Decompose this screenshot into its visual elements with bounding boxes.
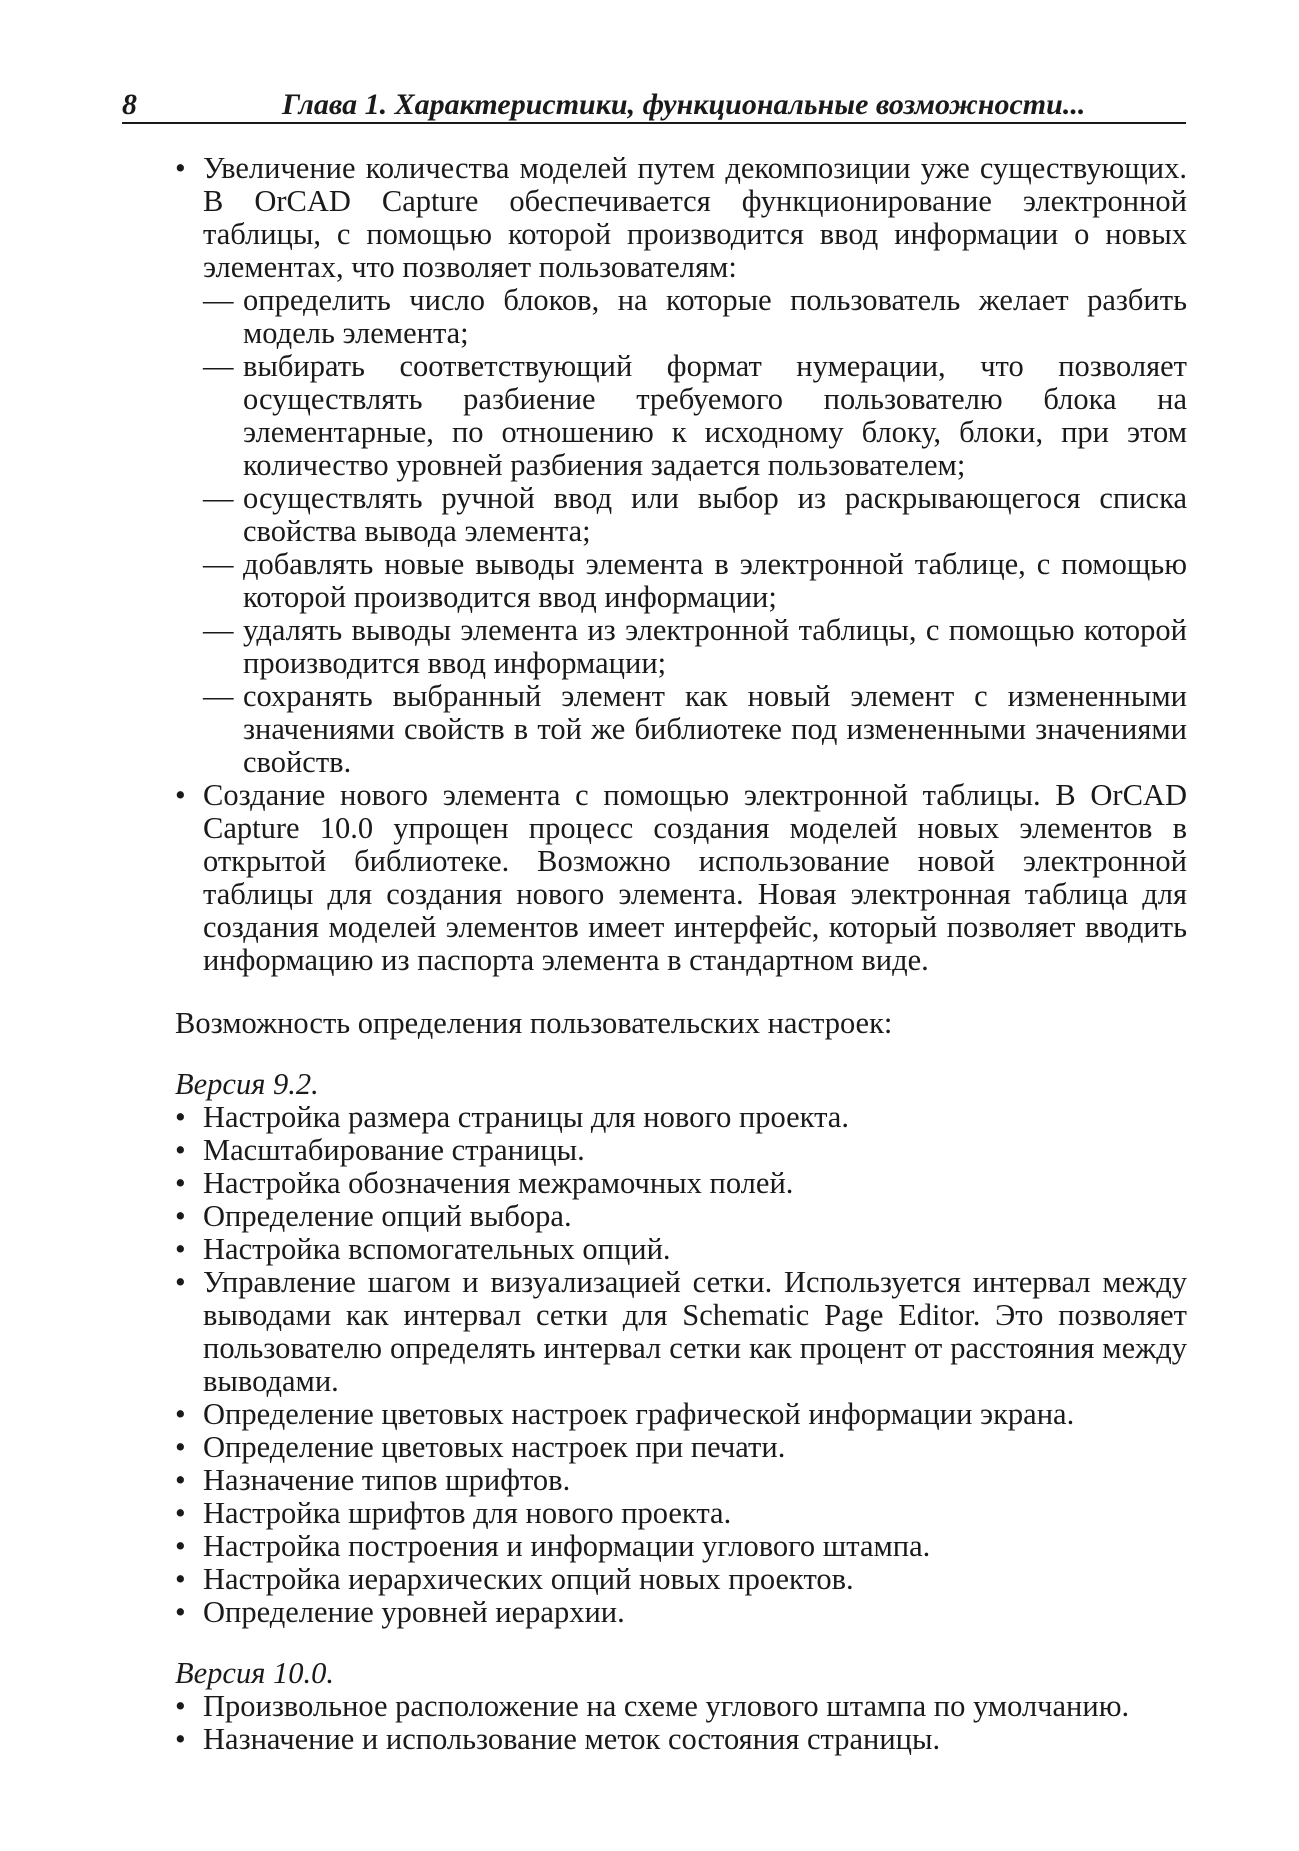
bullet-mark: •: [175, 1232, 186, 1266]
version-10-0-list: [175, 1690, 1187, 1756]
list-item: [175, 1398, 1187, 1431]
list-item: [175, 1497, 1187, 1530]
bullet-mark: •: [175, 1397, 186, 1431]
intro-paragraph: Возможность определения пользовательских настроек:: [175, 1006, 893, 1040]
list-item-text: Определение уровней иерархии.: [203, 1595, 625, 1629]
dash-text: добавлять новые выводы элемента в электронной таблице, с помощью которой производится ввод информации;: [243, 547, 1187, 614]
list-item-text: Определение опций выбора.: [203, 1199, 572, 1233]
list-item: [175, 1134, 1187, 1167]
list-item: [175, 1266, 1187, 1398]
version-label: Версия 10.0.: [175, 1656, 335, 1690]
list-item: [175, 1464, 1187, 1497]
bullet-mark: •: [175, 1265, 186, 1299]
dash-mark: —: [203, 547, 234, 581]
list-item: [175, 1101, 1187, 1134]
list-item-text: Настройка обозначения межрамочных полей.: [203, 1166, 794, 1200]
dash-text: определить число блоков, на которые пользователь желает разбить модель элемента;: [243, 283, 1187, 350]
page-body: [175, 152, 1187, 1756]
list-item-text: Настройка иерархических опций новых проектов.: [203, 1562, 854, 1596]
dash-list: [175, 284, 1187, 779]
bullet-mark: •: [175, 778, 186, 812]
list-item: [175, 1200, 1187, 1233]
bullet-mark: •: [175, 1496, 186, 1530]
list-item-text: Произвольное расположение на схеме углового штампа по умолчанию.: [203, 1689, 1130, 1723]
page-header: [122, 82, 1186, 124]
bullet-text: Создание нового элемента с помощью электронной таблицы. В OrCAD Capture 10.0 упрощен процесс создания моделей новых элементов в открытой библиотеке. Возможно использование новой электронной таблицы для создания нового элемента. Новая электронная таблица для создания моделей элементов имеет интерфейс, который позволяет вводить информацию из паспорта элемента в стандартном виде.: [203, 778, 1187, 977]
version-9-2-list: [175, 1101, 1187, 1629]
dash-mark: —: [203, 283, 234, 317]
list-item-text: Назначение и использование меток состояния страницы.: [203, 1722, 941, 1756]
bullet-mark: •: [175, 1430, 186, 1464]
list-item-text: Определение цветовых настроек при печати.: [203, 1430, 786, 1464]
list-item: [175, 1563, 1187, 1596]
bullet-mark: •: [175, 1100, 186, 1134]
list-item: [175, 1167, 1187, 1200]
list-item-text: Назначение типов шрифтов.: [203, 1463, 571, 1497]
bullet-item: [175, 152, 1187, 284]
dash-item: [175, 548, 1187, 614]
list-item-text: Настройка построения и информации углового штампа.: [203, 1529, 931, 1563]
dash-text: удалять выводы элемента из электронной таблицы, с помощью которой производится ввод информации;: [243, 613, 1187, 680]
bullet-mark: •: [175, 1722, 186, 1756]
bullet-text: Увеличение количества моделей путем декомпозиции уже существующих. В OrCAD Capture обеспечивается функционирование электронной таблицы, с помощью которой производится ввод информации о новых элементах, что позволяет пользователям:: [203, 151, 1187, 284]
list-item-text: Настройка размера страницы для нового проекта.: [203, 1100, 849, 1134]
dash-item: [175, 614, 1187, 680]
list-item: [175, 1530, 1187, 1563]
bullet-mark: •: [175, 1595, 186, 1629]
dash-item: [175, 482, 1187, 548]
dash-item: [175, 350, 1187, 482]
dash-text: сохранять выбранный элемент как новый элемент с измененными значениями свойств в той же библиотеке под измененными значениями свойств.: [243, 679, 1187, 779]
dash-item: [175, 680, 1187, 779]
dash-item: [175, 284, 1187, 350]
list-item-text: Определение цветовых настроек графической информации экрана.: [203, 1397, 1075, 1431]
list-item-text: Настройка вспомогательных опций.: [203, 1232, 671, 1266]
dash-mark: —: [203, 481, 234, 515]
dash-mark: —: [203, 679, 234, 713]
bullet-item: [175, 779, 1187, 977]
list-item: [175, 1233, 1187, 1266]
dash-text: выбирать соответствующий формат нумерации, что позволяет осуществлять разбиение требуемого пользователю блока на элементарные, по отношению к исходному блоку, блоки, при этом количество уровней разбиения задается пользователем;: [243, 349, 1187, 482]
dash-mark: —: [203, 613, 234, 647]
bullet-mark: •: [175, 1689, 186, 1723]
list-item-text: Управление шагом и визуализацией сетки. Используется интервал между выводами как интервал сетки для Schematic Page Editor. Это позволяет пользователю определять интервал сетки как процент от расстояния между выводами.: [203, 1265, 1187, 1398]
bullet-mark: •: [175, 1562, 186, 1596]
bullet-mark: •: [175, 1199, 186, 1233]
list-item: [175, 1690, 1187, 1723]
running-title: Глава 1. Характеристики, функциональные возможности...: [282, 88, 1086, 121]
list-item: [175, 1723, 1187, 1756]
list-item-text: Масштабирование страницы.: [203, 1133, 585, 1167]
list-item-text: Настройка шрифтов для нового проекта.: [203, 1496, 732, 1530]
page-number: 8: [122, 88, 137, 121]
bullet-mark: •: [175, 1463, 186, 1497]
bullet-mark: •: [175, 1133, 186, 1167]
list-item: [175, 1431, 1187, 1464]
bullet-mark: •: [175, 1166, 186, 1200]
bullet-mark: •: [175, 151, 186, 185]
bullet-mark: •: [175, 1529, 186, 1563]
dash-text: осуществлять ручной ввод или выбор из раскрывающегося списка свойства вывода элемента;: [243, 481, 1187, 548]
version-label: Версия 9.2.: [175, 1067, 319, 1101]
dash-mark: —: [203, 349, 234, 383]
list-item: [175, 1596, 1187, 1629]
